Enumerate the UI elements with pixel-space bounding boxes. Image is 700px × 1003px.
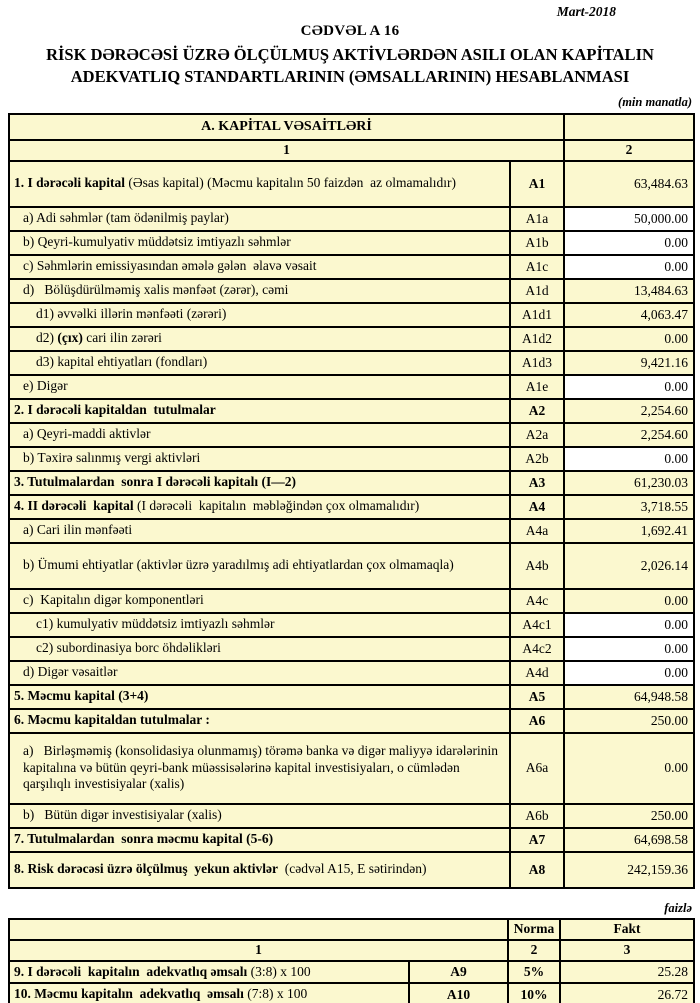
row-code: A1 xyxy=(510,161,564,207)
row-value: 13,484.63 xyxy=(564,279,694,303)
row-label xyxy=(9,447,510,471)
capital-row-A6 xyxy=(9,709,694,733)
capital-table xyxy=(8,113,695,889)
row-label xyxy=(9,351,510,375)
row-value: 250.00 xyxy=(564,709,694,733)
label-text: a) Qeyri-maddi aktivlər xyxy=(23,426,151,442)
row-code: A2a xyxy=(510,423,564,447)
capital-row-A2b xyxy=(9,447,694,471)
row-value: 0.00 xyxy=(564,375,694,399)
ratio-table-header-norma: Norma xyxy=(508,919,560,940)
row-label xyxy=(9,375,510,399)
ratio-table xyxy=(8,918,695,1003)
document-title xyxy=(8,44,692,88)
row-label xyxy=(9,495,510,519)
capital-row-A1 xyxy=(9,161,694,207)
row-value: 0.00 xyxy=(564,733,694,804)
row-code: A4 xyxy=(510,495,564,519)
row-label xyxy=(9,709,510,733)
row-value: 4,063.47 xyxy=(564,303,694,327)
label-text: d) Digər vəsaitlər xyxy=(23,664,118,680)
ratio-table-header-empty xyxy=(9,919,508,940)
row-label xyxy=(9,828,510,852)
report-period: Mart-2018 xyxy=(556,4,616,19)
row-value: 9,421.16 xyxy=(564,351,694,375)
capital-row-A6a xyxy=(9,733,694,804)
label-text: b) Qeyri-kumulyativ müddətsiz imtiyazlı səhmlər xyxy=(23,234,291,250)
row-code: A7 xyxy=(510,828,564,852)
capital-row-A2 xyxy=(9,399,694,423)
row-code: A1b xyxy=(510,231,564,255)
capital-row-A2a xyxy=(9,423,694,447)
label-text: d1) əvvəlki illərin mənfəəti (zərəri) xyxy=(36,306,227,322)
capital-row-A1b xyxy=(9,231,694,255)
capital-row-A1d xyxy=(9,279,694,303)
label-text-bold: 10. Məcmu kapitalın adekvatlıq əmsalı xyxy=(14,986,248,1002)
row-label xyxy=(9,161,510,207)
ratio-table-header-fakt: Fakt xyxy=(560,919,694,940)
row-value: 242,159.36 xyxy=(564,852,694,888)
row-code: A6a xyxy=(510,733,564,804)
row-code: A1d xyxy=(510,279,564,303)
row-label xyxy=(9,613,510,637)
row-code: A8 xyxy=(510,852,564,888)
row-label xyxy=(9,303,510,327)
label-text: a) Cari ilin mənfəəti xyxy=(23,522,133,538)
capital-row-A1d2 xyxy=(9,327,694,351)
label-text: b) Bütün digər investisiyalar (xalis) xyxy=(23,807,222,823)
document-title-line2: ADEKVATLIQ STANDARTLARININ (ƏMSALLARININ) HESABLANMASI xyxy=(70,66,630,86)
row-code: A4b xyxy=(510,543,564,589)
row-code: A1a xyxy=(510,207,564,231)
row-value: 1,692.41 xyxy=(564,519,694,543)
capital-row-A4b xyxy=(9,543,694,589)
label-text: b) Təxirə salınmış vergi aktivləri xyxy=(23,450,201,466)
row-code: A1d1 xyxy=(510,303,564,327)
row-label xyxy=(9,207,510,231)
row-code: A1d2 xyxy=(510,327,564,351)
row-label xyxy=(9,685,510,709)
capital-table-section-header: A. KAPİTAL VƏSAİTLƏRİ xyxy=(9,114,564,140)
label-text: (I dərəcəli kapitalın məbləğindən çox olmamalıdır) xyxy=(133,498,420,514)
row-value: 0.00 xyxy=(564,589,694,613)
row-code: A5 xyxy=(510,685,564,709)
table-number: CƏDVƏL A 16 xyxy=(300,23,400,39)
row-norma-value: 5% xyxy=(508,961,560,984)
row-code: A1d3 xyxy=(510,351,564,375)
row-label xyxy=(9,733,510,804)
capital-row-A1d3 xyxy=(9,351,694,375)
row-code: A1c xyxy=(510,255,564,279)
ratio-table-colnum-2: 2 xyxy=(508,940,560,961)
row-value: 0.00 xyxy=(564,637,694,661)
row-code: A10 xyxy=(409,983,508,1003)
label-text-bold: 1. I dərəcəli kapital xyxy=(14,175,125,191)
capital-table-colnum-1: 1 xyxy=(9,140,564,161)
row-label xyxy=(9,804,510,828)
label-text-bold: 3. Tutulmalardan sonra I dərəcəli kapitalı (I—2) xyxy=(14,474,297,490)
capital-table-section-header-empty xyxy=(564,114,694,140)
capital-row-A4d xyxy=(9,661,694,685)
row-label xyxy=(9,231,510,255)
row-value: 61,230.03 xyxy=(564,471,694,495)
capital-row-A6b xyxy=(9,804,694,828)
row-value: 63,484.63 xyxy=(564,161,694,207)
capital-row-A4c2 xyxy=(9,637,694,661)
label-text-bold: 6. Məcmu kapitaldan tutulmalar : xyxy=(14,712,210,728)
row-value: 50,000.00 xyxy=(564,207,694,231)
row-label xyxy=(9,983,409,1003)
row-value: 0.00 xyxy=(564,255,694,279)
row-value: 0.00 xyxy=(564,231,694,255)
row-label xyxy=(9,279,510,303)
row-value: 2,254.60 xyxy=(564,399,694,423)
label-text: e) Digər xyxy=(23,378,68,394)
capital-row-A4a xyxy=(9,519,694,543)
row-label xyxy=(9,423,510,447)
document-title-line1: RİSK DƏRƏCƏSİ ÜZRƏ ÖLÇÜLMUŞ AKTİVLƏRDƏN ASILI OLAN KAPİTALIN xyxy=(46,45,654,64)
row-code: A6 xyxy=(510,709,564,733)
row-label xyxy=(9,327,510,351)
row-fakt-value: 25.28 xyxy=(560,961,694,984)
row-label xyxy=(9,255,510,279)
capital-row-A1c xyxy=(9,255,694,279)
capital-row-A1a xyxy=(9,207,694,231)
capital-table-colnum-2: 2 xyxy=(564,140,694,161)
row-value: 0.00 xyxy=(564,327,694,351)
capital-row-A5 xyxy=(9,685,694,709)
row-label xyxy=(9,661,510,685)
ratio-table-colnum-3: 3 xyxy=(560,940,694,961)
ratio-row-A9 xyxy=(9,961,694,984)
row-value: 3,718.55 xyxy=(564,495,694,519)
label-text: c) Kapitalın digər komponentləri xyxy=(23,592,204,608)
row-code: A4c2 xyxy=(510,637,564,661)
label-text: (3:8) x 100 xyxy=(250,963,311,979)
label-text: a) Birləşməmiş (konsolidasiya olunmamış) törəmə banka və digər maliyyə idarələrinin kapitalına və bütün qeyri-bank müəssisələrinə kapital investisiyaları, o cümlədən qarşılıqlı investisiyalar (xalis) xyxy=(23,742,502,792)
capital-row-A4 xyxy=(9,495,694,519)
row-label xyxy=(9,637,510,661)
row-label xyxy=(9,519,510,543)
row-code: A4a xyxy=(510,519,564,543)
row-code: A2b xyxy=(510,447,564,471)
label-text-bold: 7. Tutulmalardan sonra məcmu kapital (5-6) xyxy=(14,831,274,847)
capital-row-A1e xyxy=(9,375,694,399)
row-label xyxy=(9,471,510,495)
row-value: 0.00 xyxy=(564,661,694,685)
row-code: A4d xyxy=(510,661,564,685)
capital-row-A3 xyxy=(9,471,694,495)
row-code: A3 xyxy=(510,471,564,495)
label-text-bold: 9. I dərəcəli kapitalın adekvatlıq əmsalı xyxy=(14,963,251,979)
label-text: (cədvəl A15, E sətirindən) xyxy=(277,861,427,877)
row-label xyxy=(9,543,510,589)
label-text: d2) xyxy=(36,330,58,346)
label-text-bold: (çıx) xyxy=(57,330,83,346)
label-text-bold: 8. Risk dərəcəsi üzrə ölçülmuş yekun aktivlər xyxy=(14,861,278,877)
row-code: A1e xyxy=(510,375,564,399)
row-value: 0.00 xyxy=(564,613,694,637)
row-label xyxy=(9,961,409,984)
row-norma-value: 10% xyxy=(508,983,560,1003)
ratio-table-body xyxy=(9,961,694,1003)
row-code: A4c xyxy=(510,589,564,613)
label-text-bold: 2. I dərəcəli kapitaldan tutulmalar xyxy=(14,402,216,418)
label-text: c2) subordinasiya borc öhdəlikləri xyxy=(36,640,221,656)
label-text: (Əsas kapital) (Məcmu kapitalın 50 faizdən az olmamalıdır) xyxy=(125,175,457,191)
row-value: 2,254.60 xyxy=(564,423,694,447)
label-text: a) Adi səhmlər (tam ödənilmiş paylar) xyxy=(23,210,229,226)
capital-table-section-row xyxy=(9,114,694,140)
label-text: d) Bölüşdürülməmiş xalis mənfəət (zərər), cəmi xyxy=(23,282,289,298)
ratio-row-A10 xyxy=(9,983,694,1003)
ratio-table-header-row xyxy=(9,919,694,940)
row-fakt-value: 26.72 xyxy=(560,983,694,1003)
capital-row-A7 xyxy=(9,828,694,852)
label-text: cari ilin zərəri xyxy=(82,330,162,346)
capital-table-body xyxy=(9,161,694,888)
row-value: 0.00 xyxy=(564,447,694,471)
row-value: 250.00 xyxy=(564,804,694,828)
capital-row-A4c1 xyxy=(9,613,694,637)
row-value: 64,698.58 xyxy=(564,828,694,852)
row-code: A9 xyxy=(409,961,508,984)
unit-note-thousand-manat: (min manatla) xyxy=(618,94,692,109)
ratio-table-colnum-1: 1 xyxy=(9,940,508,961)
capital-row-A4c xyxy=(9,589,694,613)
label-text: d3) kapital ehtiyatları (fondları) xyxy=(36,354,208,370)
capital-table-colnum-row xyxy=(9,140,694,161)
row-value: 64,948.58 xyxy=(564,685,694,709)
capital-row-A8 xyxy=(9,852,694,888)
label-text: b) Ümumi ehtiyatlar (aktivlər üzrə yaradılmış adi ehtiyatlardan çox olmamaqla) xyxy=(23,557,454,573)
row-value: 2,026.14 xyxy=(564,543,694,589)
row-code: A6b xyxy=(510,804,564,828)
row-code: A4c1 xyxy=(510,613,564,637)
row-label xyxy=(9,589,510,613)
label-text: (7:8) x 100 xyxy=(247,986,308,1002)
row-label xyxy=(9,852,510,888)
label-text: c1) kumulyativ müddətsiz imtiyazlı səhmlər xyxy=(36,616,275,632)
ratio-table-colnum-row xyxy=(9,940,694,961)
label-text-bold: 4. II dərəcəli kapital xyxy=(14,498,134,514)
row-code: A2 xyxy=(510,399,564,423)
label-text-bold: 5. Məcmu kapital (3+4) xyxy=(14,688,149,704)
label-text: c) Səhmlərin emissiyasından əmələ gələn əlavə vəsait xyxy=(23,258,317,274)
unit-note-percent: faizlə xyxy=(664,900,692,915)
row-label xyxy=(9,399,510,423)
capital-row-A1d1 xyxy=(9,303,694,327)
